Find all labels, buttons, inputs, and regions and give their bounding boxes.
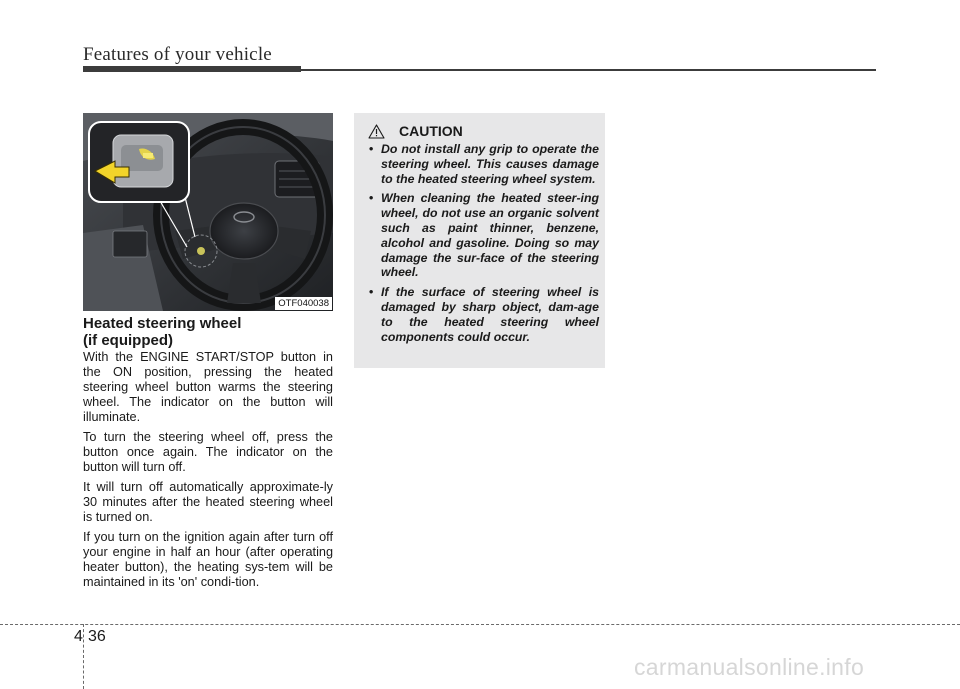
page-number: 36 xyxy=(88,628,106,645)
caution-box xyxy=(354,113,605,368)
caution-item-text: Do not install any grip to operate the steering wheel. This causes damage to the heated steering wheel system. xyxy=(381,142,599,186)
warning-triangle-icon xyxy=(368,124,385,139)
header-rule-thin xyxy=(301,69,876,71)
section-title xyxy=(83,315,333,349)
header-rule-thick xyxy=(83,66,301,72)
steering-wheel-photo xyxy=(83,113,333,311)
caution-title: CAUTION xyxy=(399,123,463,139)
figure-code: OTF040038 xyxy=(275,297,332,310)
caution-item-3: • If the surface of steering wheel is damaged by sharp object, dam-age to the heated steering wheel components could occur. xyxy=(369,285,599,344)
body-paragraph-2: To turn the steering wheel off, press the button once again. The indicator on the button will turn off. xyxy=(83,430,333,474)
caution-list xyxy=(365,142,599,344)
caution-header xyxy=(368,122,599,140)
chapter-number: 4 xyxy=(74,628,83,645)
caution-item-text: When cleaning the heated steer-ing wheel, do not use an organic solvent such as paint thinner, benzene, alcohol and gasoline. Doing so may damage the sur-face of the steering wheel. xyxy=(381,191,599,280)
body-paragraph-3: It will turn off automatically approximate-ly 30 minutes after the heated steering wheel is turned on. xyxy=(83,480,333,524)
caution-item-2: • When cleaning the heated steer-ing wheel, do not use an organic solvent such as paint thinner, benzene, alcohol and gasoline. Doing so may damage the sur-face of the steering wheel. xyxy=(369,191,599,280)
footer-rule xyxy=(0,624,960,625)
body-paragraph-4: If you turn on the ignition again after turn off your engine in half an hour (after operating heater button), the heating sys-tem will be maintained in its 'on' condi-tion. xyxy=(83,530,333,589)
section-title-line1: Heated steering wheel xyxy=(83,315,242,332)
body-paragraph-1: With the ENGINE START/STOP button in the ON position, pressing the heated steering wheel button warms the steering wheel. The indicator on the button will illuminate. xyxy=(83,350,333,424)
dashboard-illustration xyxy=(83,113,333,311)
caution-item-1: • Do not install any grip to operate the steering wheel. This causes damage to the heated steering wheel system. xyxy=(369,142,599,186)
page-header-title: Features of your vehicle xyxy=(83,44,272,65)
watermark: carmanualsonline.info xyxy=(634,654,865,680)
section-title-line2: (if equipped) xyxy=(83,332,173,349)
caution-item-text: If the surface of steering wheel is damaged by sharp object, dam-age to the heated steering wheel components could occur. xyxy=(381,285,599,344)
section-body xyxy=(83,350,333,595)
footer-vertical-rule xyxy=(83,624,84,689)
